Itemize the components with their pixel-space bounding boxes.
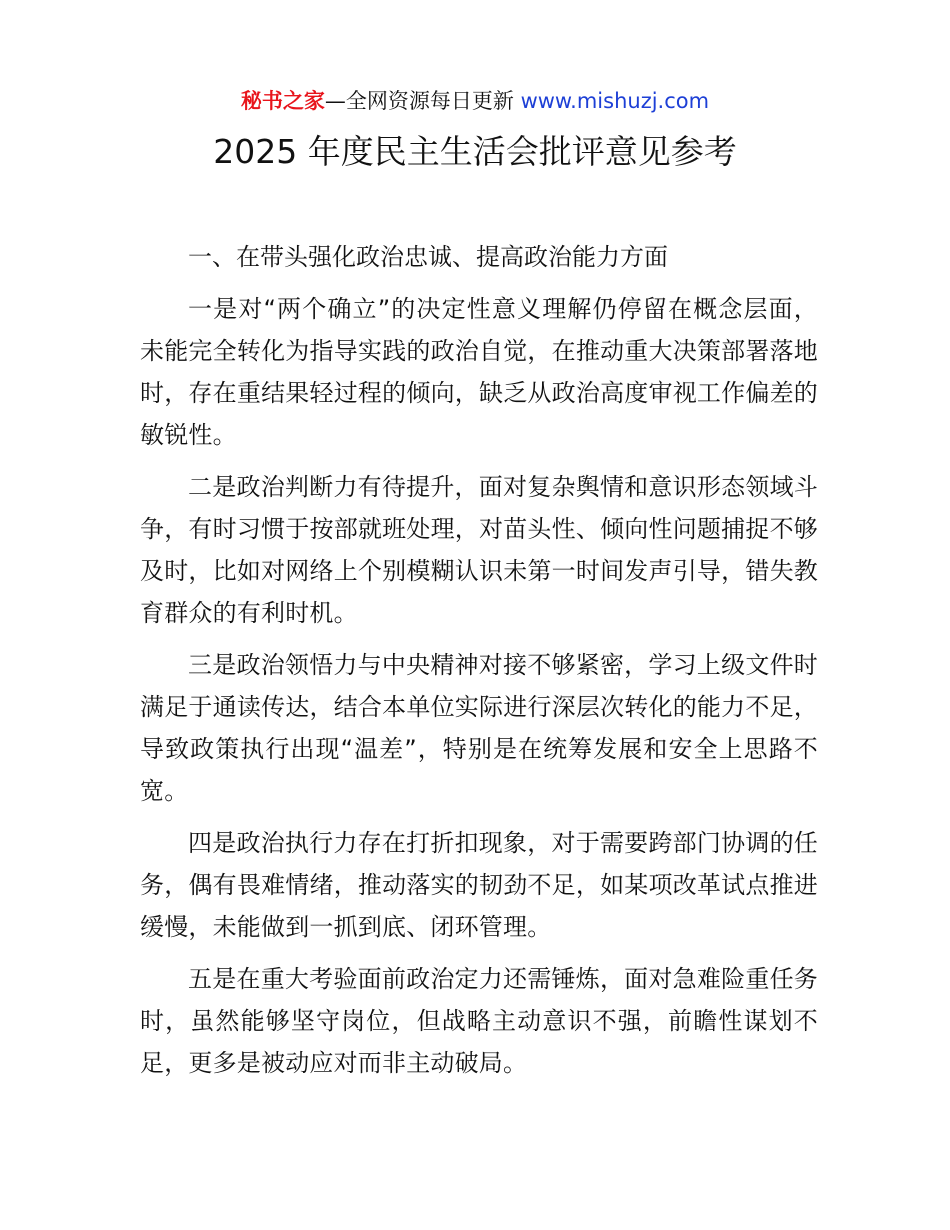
paragraph-4: 四是政治执行力存在打折扣现象，对于需要跨部门协调的任务，偶有畏难情绪，推动落实的韧劲不足，如某项改革试点推进缓慢，未能做到一抓到底、闭环管理。 <box>140 829 818 941</box>
document-body <box>140 236 818 1084</box>
site-url-link[interactable]: www.mishuzj.com <box>520 89 710 113</box>
site-slogan: —全网资源每日更新 <box>324 89 521 113</box>
site-brand: 秘书之家 <box>240 89 325 113</box>
site-header <box>0 86 950 116</box>
document-title: 2025 年度民主生活会批评意见参考 <box>213 132 737 171</box>
paragraph-5: 五是在重大考验面前政治定力还需锤炼，面对急难险重任务时，虽然能够坚守岗位，但战略主动意识不强，前瞻性谋划不足，更多是被动应对而非主动破局。 <box>140 965 818 1077</box>
paragraph-1: 一是对“两个确立”的决定性意义理解仍停留在概念层面，未能完全转化为指导实践的政治自觉，在推动重大决策部署落地时，存在重结果轻过程的倾向，缺乏从政治高度审视工作偏差的敏锐性。 <box>140 295 818 449</box>
section-heading: 一、在带头强化政治忠诚、提高政治能力方面 <box>188 243 668 271</box>
paragraph-2: 二是政治判断力有待提升，面对复杂舆情和意识形态领域斗争，有时习惯于按部就班处理，对苗头性、倾向性问题捕捉不够及时，比如对网络上个别模糊认识未第一时间发声引导，错失教育群众的有利时机。 <box>140 473 818 627</box>
paragraph-3: 三是政治领悟力与中央精神对接不够紧密，学习上级文件时满足于通读传达，结合本单位实际进行深层次转化的能力不足，导致政策执行出现“温差”，特别是在统筹发展和安全上思路不宽。 <box>140 651 818 805</box>
